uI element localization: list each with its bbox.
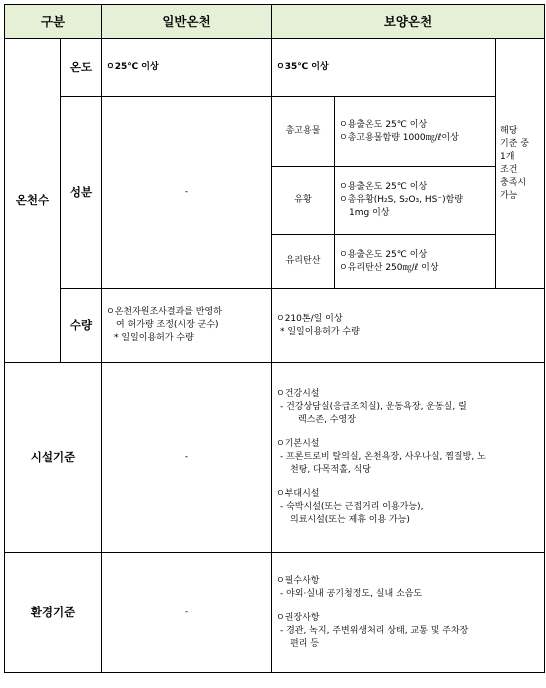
volume-preservation	[272, 289, 545, 363]
environment-section	[276, 612, 540, 651]
environment-section	[276, 575, 540, 601]
composition-name: 유리탄산	[272, 235, 335, 289]
note-line: 가능	[500, 190, 518, 201]
section-item: - 경관, 녹지, 주변위생처리 상태, 교통 및 주차장	[280, 625, 469, 636]
volume-line: 여 허가량 조정(시장 군수)	[116, 320, 219, 330]
section-item: 렉스존, 수영장	[298, 415, 356, 425]
temperature-preservation: ㅇ35℃ 이상	[272, 39, 496, 97]
note-line: 1개	[500, 151, 515, 162]
section-title: ㅇ권장사항	[276, 612, 320, 623]
volume-line: ㅇ210톤/일 이상	[276, 313, 343, 324]
volume-line: ㅇ온천자원조사결과를 반영하	[106, 307, 222, 317]
note-line: 조건	[500, 164, 518, 175]
section-item: 천탕, 다목적홀, 식당	[290, 465, 371, 475]
volume-general	[102, 289, 272, 363]
composition-row	[5, 97, 545, 167]
temperature-general: ㅇ25℃ 이상	[102, 39, 272, 97]
note-line: 기준 중	[500, 138, 529, 149]
facility-label: 시설기준	[5, 363, 102, 553]
hot-spring-water-label: 온천수	[5, 39, 61, 363]
condition-note	[496, 39, 545, 289]
detail-line: ㅇ용출온도 25℃ 이상	[339, 249, 428, 260]
facility-preservation	[272, 363, 545, 553]
section-item: - 숙박시설(또는 근접거리 이용가능),	[280, 502, 424, 512]
header-general: 일반온천	[102, 5, 272, 39]
header-row	[5, 5, 545, 39]
detail-line: ㅇ용출온도 25℃ 이상	[339, 119, 428, 130]
environment-row	[5, 553, 545, 673]
section-item: - 야외·실내 공기청정도, 실내 소음도	[280, 588, 423, 599]
section-title: ㅇ부대시설	[276, 489, 320, 499]
composition-name: 유황	[272, 167, 335, 235]
composition-name: 총고용물	[272, 97, 335, 167]
section-title: ㅇ기본시설	[276, 439, 320, 449]
detail-line: ㅇ총고용물함량 1000㎎/ℓ이상	[339, 132, 459, 143]
temperature-row	[5, 39, 545, 97]
temperature-label: 온도	[61, 39, 102, 97]
facility-section	[276, 488, 540, 527]
composition-detail	[335, 235, 496, 289]
environment-general: -	[102, 553, 272, 673]
section-item: - 건강상담실(응급조치실), 운동욕장, 운동실, 릴	[280, 402, 467, 412]
detail-line: ㅇ총유황(H₂S, S₂O₃, HS⁻)함량	[339, 195, 463, 205]
hot-spring-criteria-table	[4, 4, 545, 673]
environment-preservation	[272, 553, 545, 673]
header-preservation: 보양온천	[272, 5, 545, 39]
volume-line: * 일일이용허가 수량	[114, 333, 194, 343]
facility-general: -	[102, 363, 272, 553]
section-item: - 프론트로비 탈의실, 온천욕장, 사우나실, 찜질방, 노	[280, 452, 486, 462]
section-title: ㅇ필수사항	[276, 575, 320, 586]
composition-detail	[335, 167, 496, 235]
composition-general: -	[102, 97, 272, 289]
section-item: 편리 등	[290, 638, 319, 649]
facility-section	[276, 388, 540, 427]
volume-line: * 일일이용허가 수량	[280, 326, 360, 337]
section-title: ㅇ건강시설	[276, 389, 320, 399]
header-category: 구분	[5, 5, 102, 39]
detail-line: ㅇ유리탄산 250㎎/ℓ 이상	[339, 262, 439, 273]
facility-section	[276, 438, 540, 477]
volume-row	[5, 289, 545, 363]
detail-line: 1mg 이상	[349, 208, 390, 218]
volume-label: 수량	[61, 289, 102, 363]
note-line: 해당	[500, 125, 518, 136]
facility-row	[5, 363, 545, 553]
composition-label: 성분	[61, 97, 102, 289]
environment-label: 환경기준	[5, 553, 102, 673]
detail-line: ㅇ용출온도 25℃ 이상	[339, 182, 428, 192]
note-line: 충족시	[500, 177, 527, 188]
composition-detail	[335, 97, 496, 167]
section-item: 의료시설(또는 제휴 이용 가능)	[290, 515, 410, 525]
